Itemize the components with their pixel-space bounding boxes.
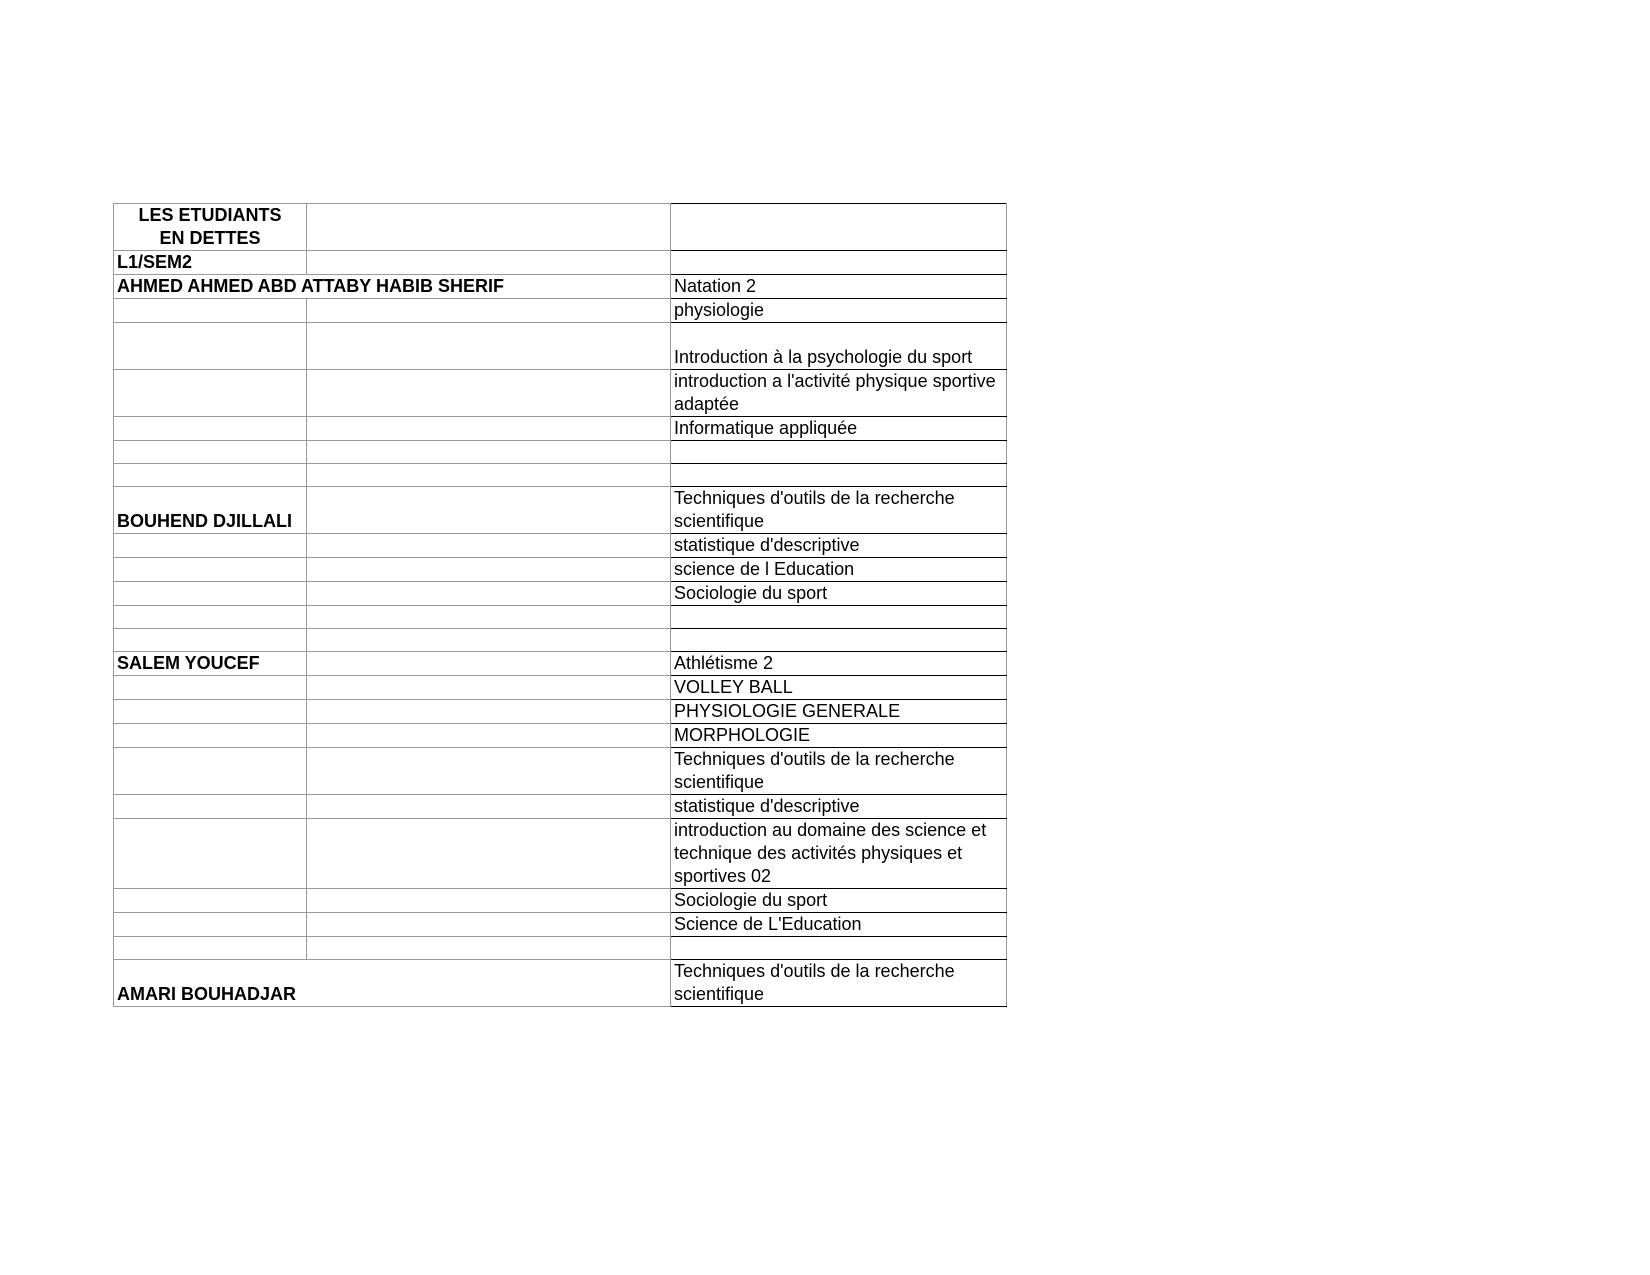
title-line-1: LES ETUDIANTS [138,205,282,225]
spacer-row [114,606,1007,629]
empty-cell [307,370,671,417]
student-name: AHMED AHMED ABD ATTABY HABIB SHERIF [114,275,671,299]
student-row [114,487,1007,534]
empty-cell [114,795,307,819]
empty-cell [307,534,671,558]
empty-cell [307,748,671,795]
module-cell: MORPHOLOGIE [671,724,1007,748]
empty-cell [114,700,307,724]
module-row [114,795,1007,819]
module-cell: science de l Education [671,558,1007,582]
empty-cell [307,606,671,629]
table-title [114,204,307,251]
title-line-2: EN DETTES [159,228,261,248]
module-cell: Sociologie du sport [671,889,1007,913]
empty-module-cell [671,629,1007,652]
empty-cell [307,700,671,724]
empty-cell [307,441,671,464]
empty-cell [307,487,671,534]
empty-cell [114,558,307,582]
module-cell: Natation 2 [671,275,1007,299]
module-row [114,558,1007,582]
module-cell: Athlétisme 2 [671,652,1007,676]
empty-cell [307,204,671,251]
module-row [114,913,1007,937]
title-row [114,204,1007,251]
empty-cell [307,913,671,937]
module-cell: PHYSIOLOGIE GENERALE [671,700,1007,724]
empty-cell [307,251,671,275]
empty-cell [307,629,671,652]
module-row [114,582,1007,606]
empty-cell [114,724,307,748]
module-row [114,370,1007,417]
empty-cell [114,441,307,464]
module-cell: physiologie [671,299,1007,323]
empty-cell [307,795,671,819]
empty-cell [307,889,671,913]
empty-cell [114,417,307,441]
empty-cell [307,937,671,960]
empty-module-cell [671,441,1007,464]
module-cell: Techniques d'outils de la recherche scientifique [671,487,1007,534]
empty-cell [114,370,307,417]
module-row [114,299,1007,323]
module-cell: introduction au domaine des science et technique des activités physiques et sportives 02 [671,819,1007,889]
empty-module-cell [671,251,1007,275]
level-label: L1/SEM2 [114,251,307,275]
empty-module-cell [671,464,1007,487]
student-row [114,275,1007,299]
empty-cell [114,889,307,913]
empty-cell [307,464,671,487]
module-row [114,676,1007,700]
level-row [114,251,1007,275]
module-cell: Techniques d'outils de la recherche scientifique [671,960,1007,1007]
empty-cell [114,676,307,700]
empty-cell [307,299,671,323]
empty-cell [114,629,307,652]
student-name: BOUHEND DJILLALI [114,487,307,534]
module-cell: Introduction à la psychologie du sport [671,323,1007,370]
module-row [114,724,1007,748]
empty-cell [114,323,307,370]
spacer-row [114,464,1007,487]
empty-module-cell [671,937,1007,960]
module-cell: statistique d'descriptive [671,795,1007,819]
empty-cell [114,748,307,795]
empty-cell [114,819,307,889]
module-row [114,323,1007,370]
module-cell: Sociologie du sport [671,582,1007,606]
module-row [114,819,1007,889]
empty-cell [307,558,671,582]
student-name: AMARI BOUHADJAR [114,960,671,1007]
empty-cell [114,582,307,606]
module-cell: introduction a l'activité physique sportive adaptée [671,370,1007,417]
empty-cell [307,819,671,889]
empty-cell [114,299,307,323]
empty-module-cell [671,606,1007,629]
empty-cell [114,464,307,487]
module-row [114,417,1007,441]
empty-cell [307,582,671,606]
module-row [114,748,1007,795]
empty-cell [307,417,671,441]
student-row [114,652,1007,676]
student-row [114,960,1007,1007]
debts-table [113,203,1007,1007]
module-row [114,889,1007,913]
empty-cell [114,913,307,937]
module-cell: VOLLEY BALL [671,676,1007,700]
module-cell: Informatique appliquée [671,417,1007,441]
empty-cell [114,937,307,960]
module-cell: Science de L'Education [671,913,1007,937]
module-cell: Techniques d'outils de la recherche scientifique [671,748,1007,795]
module-cell: statistique d'descriptive [671,534,1007,558]
spacer-row [114,441,1007,464]
module-row [114,700,1007,724]
empty-cell [307,676,671,700]
empty-module-cell [671,204,1007,251]
empty-cell [114,606,307,629]
empty-cell [307,724,671,748]
student-name: SALEM YOUCEF [114,652,307,676]
empty-cell [307,323,671,370]
module-row [114,534,1007,558]
spacer-row [114,629,1007,652]
empty-cell [114,534,307,558]
empty-cell [307,652,671,676]
spacer-row [114,937,1007,960]
